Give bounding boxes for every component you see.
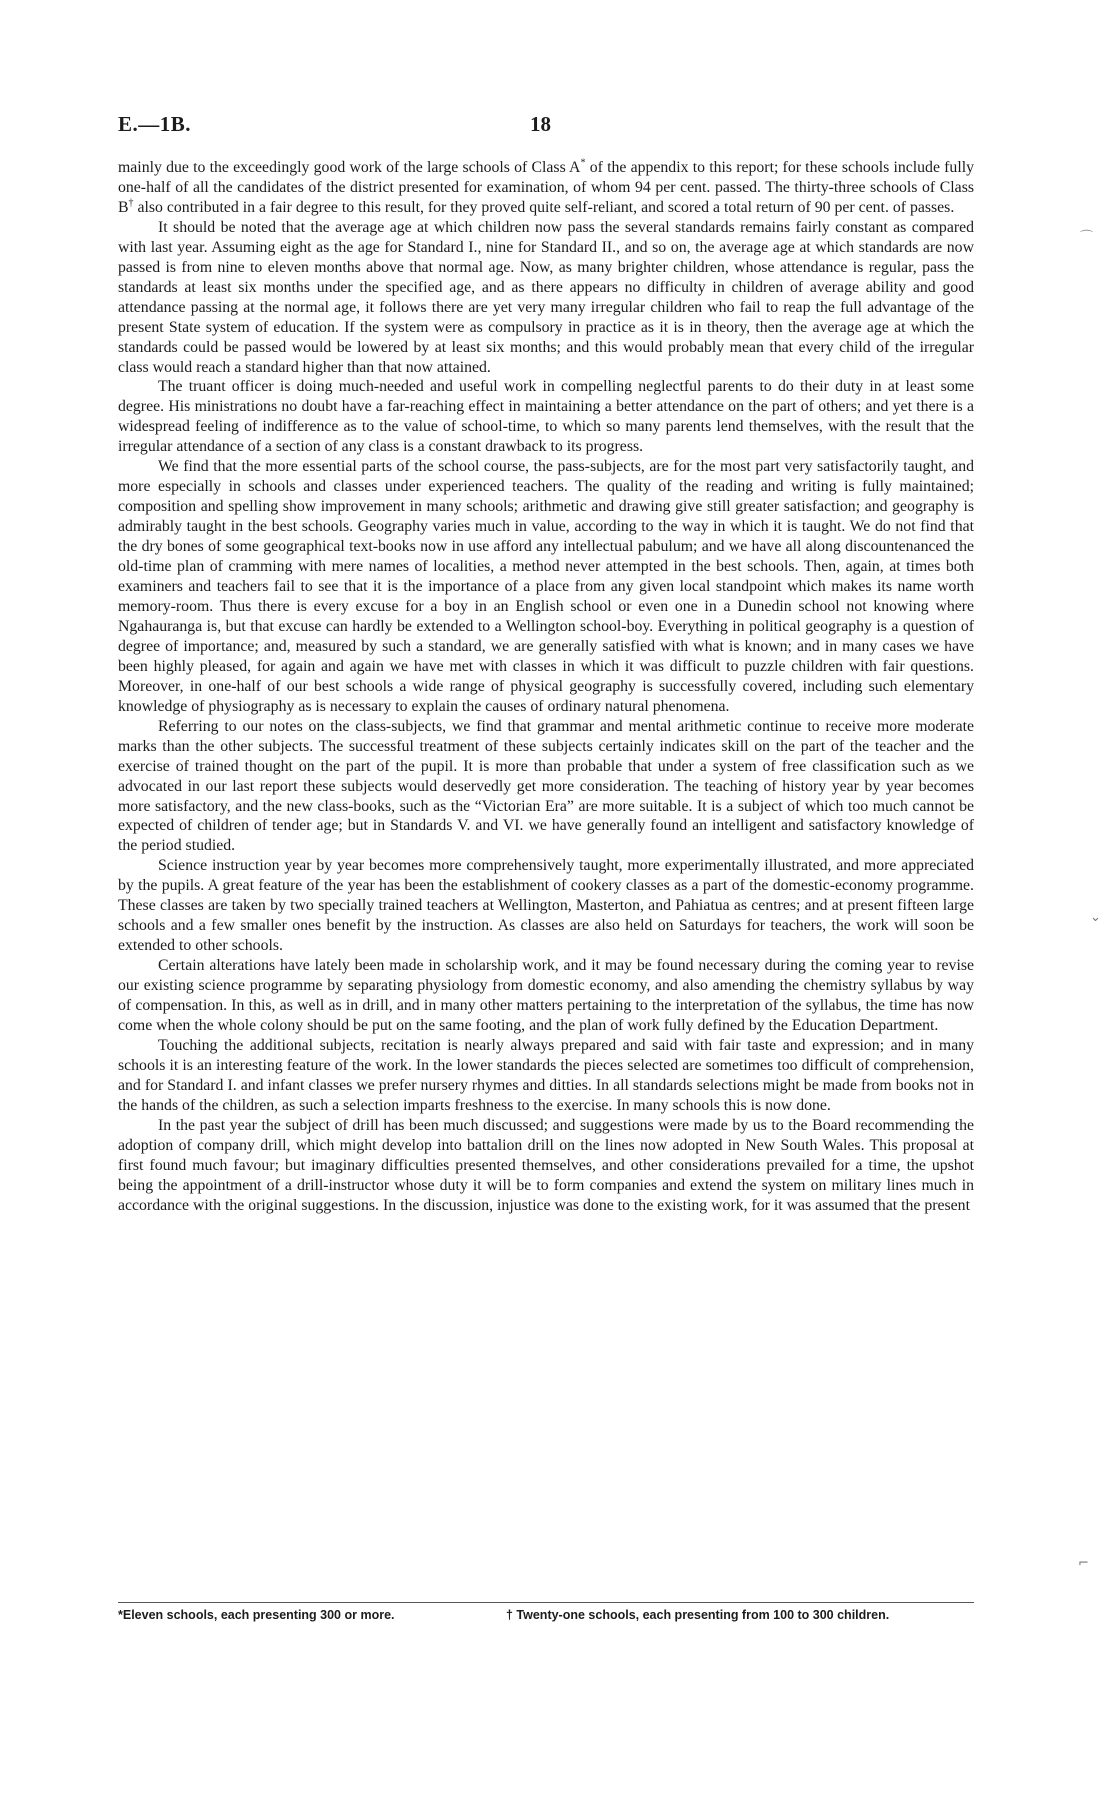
footnote-mark-dagger: † (128, 197, 134, 209)
margin-mark: ⌄ (1090, 910, 1101, 925)
document-reference: E.—1B. (118, 112, 192, 136)
page-header (118, 112, 980, 142)
margin-mark: ⌒ (1080, 230, 1094, 245)
paragraph (118, 158, 974, 218)
paragraph: We find that the more essential parts of the school course, the pass-subjects, are for the most part very satisfactorily taught, and more especially in schools and classes under experienced teachers. The quality of the reading and writing is fully maintained; composition and spelling show improvement in many schools; arithmetic and drawing give still greater satisfaction; and geography is admirably taught in the best schools. Geography varies much in value, according to the way in which it is taught. We do not find that the dry bones of some geographical text-books now in use afford any intellectual pabulum; and we have all along discountenanced the old-time plan of cramming with mere names of localities, a method never attempted in the best schools. Then, again, at times both examiners and teachers fail to see that it is the importance of a place from any given local standpoint which makes its name worth memory-room. Thus there is every excuse for a boy in an English school or even one in a Dunedin school not knowing where Ngahauranga is, but that excuse can hardly be extended to a Wellington school-boy. Everything in political geography is a question of degree of importance; and, measured by such a standard, we are generally satisfied with what is known; and in many cases we have been highly pleased, for again and again we have met with classes in which it was difficult to puzzle children with fair questions. Moreover, in one-half of our best schools a wide range of physical geography is successfully covered, including such elementary knowledge of physiography as is necessary to explain the causes of ordinary natural phenomena. (118, 458, 974, 715)
paragraph: Referring to our notes on the class-subjects, we find that grammar and mental arithmetic continue to receive more moderate marks than the other subjects. The successful treatment of these subjects certainly indicates skill on the part of the teacher and the exercise of trained thought on the part of the pupil. It is more than probable that under a system of free classification such as we advocated in our last report these subjects would deservedly get more consideration. The teaching of history year by year becomes more satisfactory, and the new class-books, such as the “Victorian Era” are more suitable. It is a subject of which too much cannot be expected of children of tender age; but in Standards V. and VI. we have generally found an intelligent and satisfactory knowledge of the period studied. (118, 717, 974, 855)
paragraph: Certain alterations have lately been made in scholarship work, and it may be found necessary during the coming year to revise our existing science programme by separating physiology from domestic economy, and also amending the chemistry syllabus by way of compensation. In this, as well as in drill, and in many other matters pertaining to the interpretation of the syllabus, the time has now come when the whole colony should be put on the same footing, and the plan of work fully defined by the Education Department. (118, 957, 974, 1034)
footnote-mark-star: * (580, 157, 586, 169)
page-number: 18 (530, 112, 551, 136)
footnote-star: *Eleven schools, each presenting 300 or more. (118, 1608, 395, 1622)
paragraph: Touching the additional subjects, recitation is nearly always prepared and said with fair taste and expression; and in many schools it is an interesting feature of the work. In the lower standards the pieces selected are sometimes too difficult of comprehension, and for Standard I. and infant classes we prefer nursery rhymes and ditties. In all standards selections might be made from books not in the hands of the children, as such a selection imparts freshness to the exercise. In many schools this is now done. (118, 1036, 974, 1114)
paragraph-text: also contributed in a fair degree to this result, for they proved quite self-reliant, and scored a total return of 90 per cent. of passes. (133, 198, 955, 216)
paragraph: The truant officer is doing much-needed and useful work in compelling neglectful parents to do their duty in at least some degree. His ministrations no doubt have a far-reaching effect in maintaining a better attendance on the part of others; and yet there is a widespread feeling of indifference as to the value of school-time, to which so many parents lend themselves, with the result that the irregular attendance of a section of any class is a constant drawback to its progress. (118, 378, 974, 456)
paragraph-text: of the appendix to this report; for these schools include fully one-half of all the candidates of the district presented for examination, of whom 94 per cent. passed. The thirty-three schools of Class B (118, 159, 975, 216)
paragraph: Science instruction year by year becomes more comprehensively taught, more experimentally illustrated, and more appreciated by the pupils. A great feature of the year has been the establishment of cookery classes as a part of the domestic-economy programme. These classes are taken by two specially trained teachers at Wellington, Masterton, and Pahiatua as centres; and at present fifteen large schools and a few smaller ones benefit by the instruction. As classes are also held on Saturdays for teachers, the work will soon be extended to other schools. (118, 857, 974, 955)
paragraph: In the past year the subject of drill has been much discussed; and suggestions were made by us to the Board recommending the adoption of company drill, which might develop into battalion drill on the lines now adopted in New South Wales. This proposal at first found much favour; but imaginary difficulties presented themselves, and other considerations prevailed for a time, the upshot being the appointment of a drill-instructor whose duty it will be to form companies and extend the system on military lines much in accordance with the original suggestions. In the discussion, injustice was done to the existing work, for it was assumed that the present (118, 1116, 974, 1214)
paragraph: It should be noted that the average age at which children now pass the several standards remains fairly constant as compared with last year. Assuming eight as the age for Standard I., nine for Standard II., and so on, the average age at which standards are now passed is from nine to eleven months above that normal age. Now, as many brighter children, whose attendance is regular, pass the standards at least six months under the specified age, and as there appears no difficulty in children of average ability and good attendance passing at the normal age, it follows there are yet very many irregular children who fail to reap the full advantage of the present State system of education. If the system were as compulsory in practice as it is in theory, then the average age at which the standards could be passed would be lowered by at least six months; and this would probably mean that every child of the irregular class would reach a standard higher than that now attained. (118, 218, 974, 376)
footnote-dagger: † Twenty-one schools, each presenting from 100 to 300 children. (506, 1608, 890, 1622)
body-text (118, 158, 974, 1216)
footnote-divider (118, 1602, 974, 1603)
paragraph-text: mainly due to the exceedingly good work of the large schools of Class A (118, 159, 581, 176)
margin-mark: ⌐ (1078, 1556, 1089, 1571)
